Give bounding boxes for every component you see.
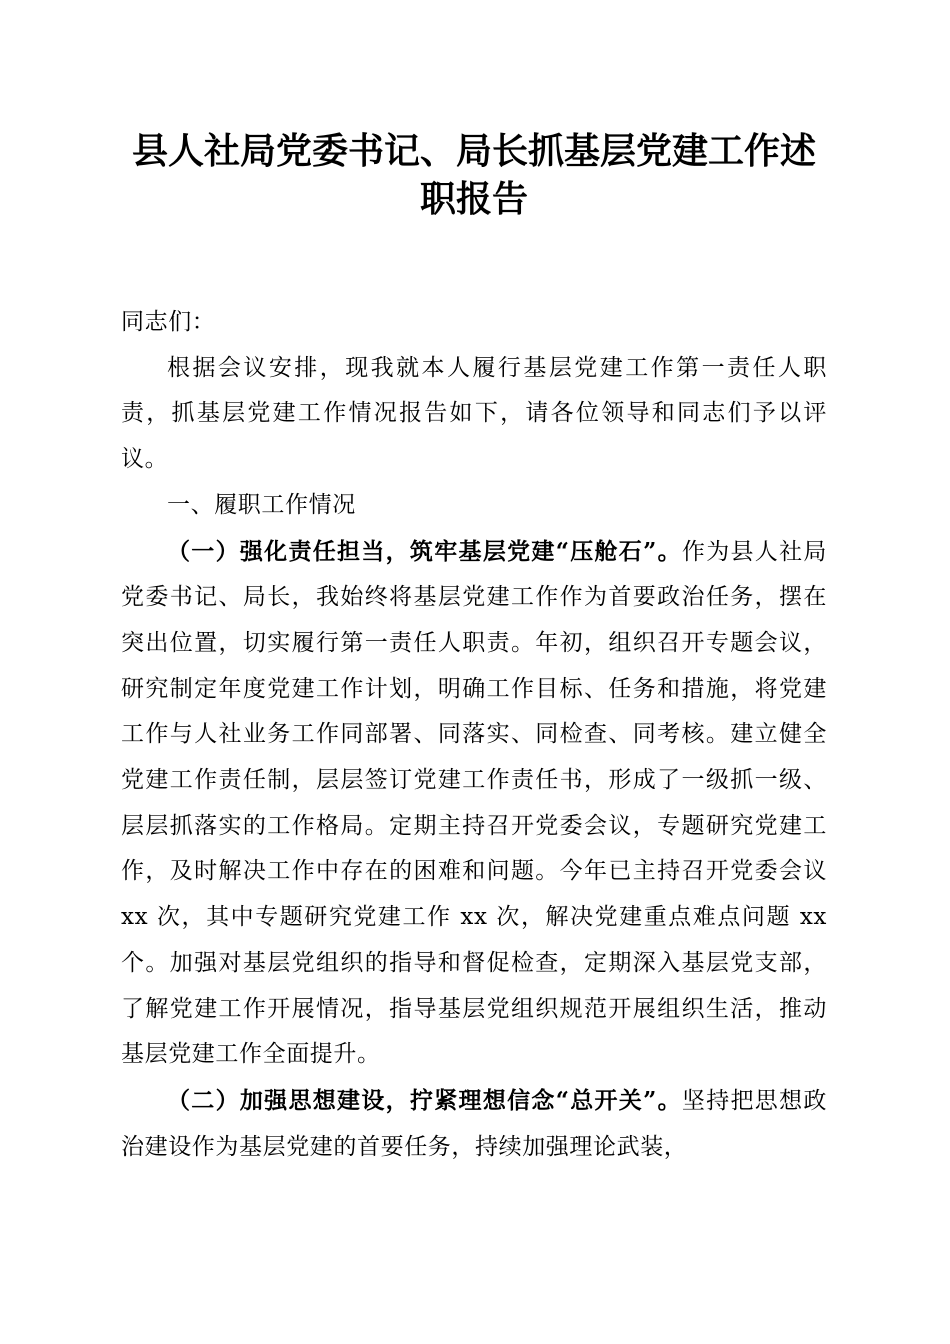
document-body — [121, 300, 827, 1170]
document-page — [121, 128, 827, 1170]
paragraph-item-2 — [121, 1078, 827, 1170]
intro-paragraph: 根据会议安排，现我就本人履行基层党建工作第一责任人职责，抓基层党建工作情况报告如下，请各位领导和同志们予以评议。 — [121, 354, 827, 473]
section-heading-1: 一、履职工作情况 — [167, 491, 356, 518]
item-2-heading: （二）加强思想建设，拧紧理想信念“总开关”。 — [167, 1086, 682, 1114]
paragraph-item-1 — [121, 529, 827, 1078]
item-1-body: 作为县人社局党委书记、局长，我始终将基层党建工作作为首要政治任务，摆在突出位置，切实履行第一责任人职责。年初，组织召开专题会议，研究制定年度党建工作计划，明确工作目标、任务和措施，将党建工作与人社业务工作同部署、同落实、同检查、同考核。建立健全党建工作责任制，层层签订党建工作责任书，形成了一级抓一级、层层抓落实的工作格局。定期主持召开党委会议，专题研究党建工作，及时解决工作中存在的困难和问题。今年已主持召开党委会议 xx 次，其中专题研究党建工作 xx 次，解决党建重点难点问题 xx 个。加强对基层党组织的指导和督促检查，定期深入基层党支部，了解党建工作开展情况，指导基层党组织规范开展组织生活，推动基层党建工作全面提升。 — [121, 538, 827, 1068]
item-2-body: 坚持把思想政治建设作为基层党建的首要任务，持续加强理论武装， — [121, 1087, 827, 1160]
document-title: 县人社局党委书记、局长抓基层党建工作述职报告 — [131, 131, 816, 220]
item-1-heading: （一）强化责任担当，筑牢基层党建“压舱石”。 — [167, 537, 682, 565]
salutation: 同志们： — [121, 309, 216, 335]
